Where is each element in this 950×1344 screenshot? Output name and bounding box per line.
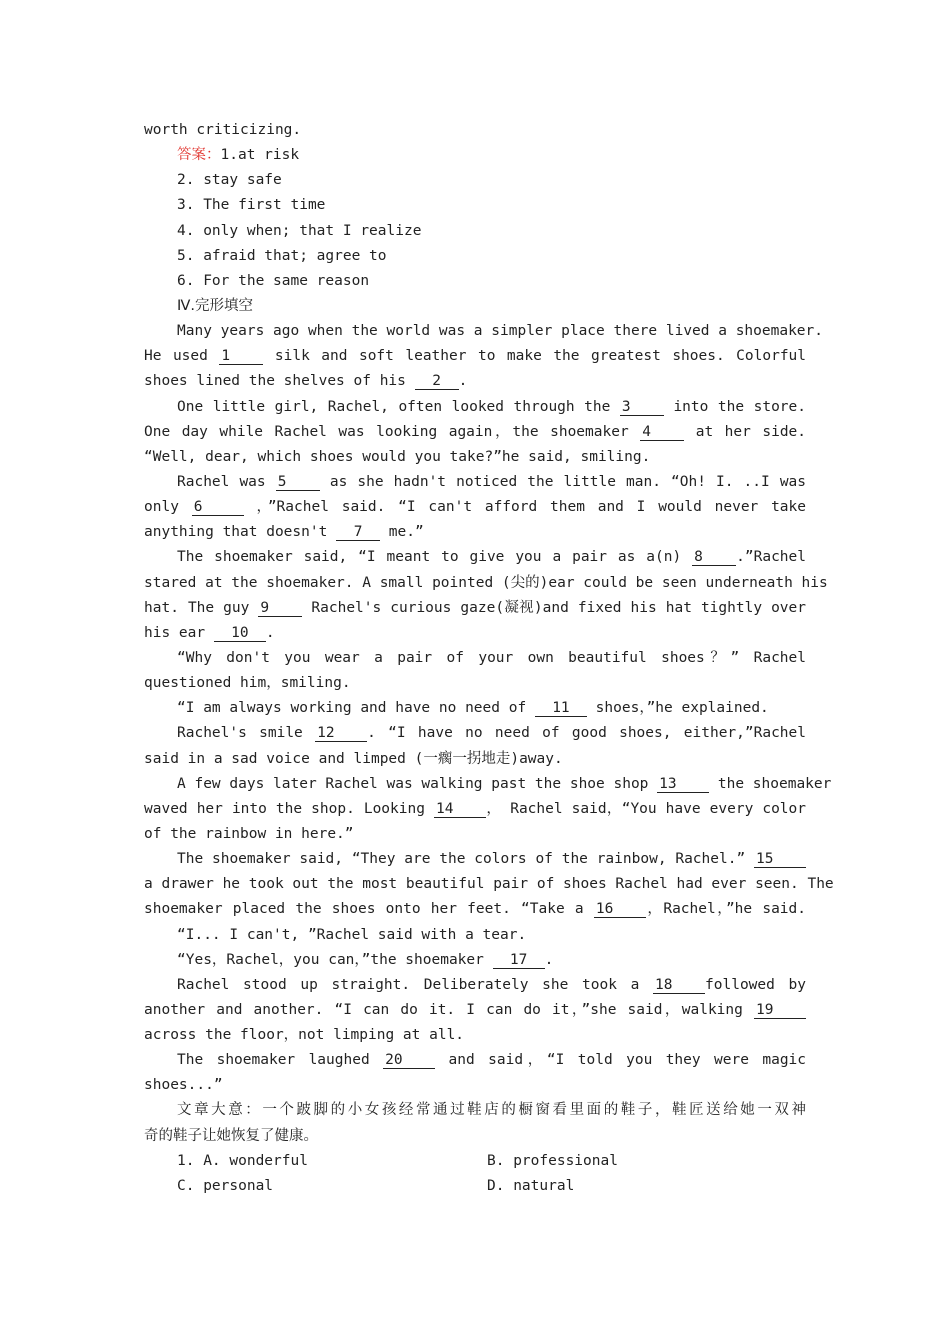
text-line: A few days later Rachel was walking past the shoe shop 13 the shoemaker xyxy=(177,775,832,792)
option-a[interactable]: 1. A. wonderful xyxy=(177,1152,308,1169)
blank-1[interactable]: 1 xyxy=(219,348,263,365)
text-line: “Well, dear, which shoes would you take?”he said, smiling. xyxy=(144,448,651,465)
blank-10[interactable]: 10 xyxy=(214,625,266,642)
blank-3[interactable]: 3 xyxy=(620,399,664,416)
text-line: only 6 ，”Rachel said. “I can't afford them and I would never take xyxy=(144,499,806,516)
text-line: The shoemaker said, “They are the colors of the rainbow, Rachel.” 15 xyxy=(144,847,806,872)
text-line: “Why don't you wear a pair of your own beautiful shoes？” Rachel xyxy=(177,649,806,666)
text-line: across the floor，not limping at all. xyxy=(144,1027,465,1044)
text-line: One day while Rachel was looking again，the shoemaker 4 at her side. xyxy=(144,423,807,440)
text-line: “I am always working and have no need of 11 shoes，”he explained. xyxy=(177,700,769,717)
blank-4[interactable]: 4 xyxy=(640,424,684,441)
blank-14[interactable]: 14 xyxy=(434,801,486,818)
text-line: another and another. “I can do it. I can do it，”she said，walking 19 xyxy=(144,998,806,1023)
text-line: shoes...” xyxy=(144,1077,223,1094)
text-line: questioned him，smiling. xyxy=(144,675,351,692)
answer-item: 5. afraid that; agree to xyxy=(177,247,387,264)
text-line: “Yes，Rachel，you can，”the shoemaker 17 . xyxy=(177,951,554,968)
answer-item: 1.at risk xyxy=(220,147,300,164)
option-c[interactable]: C. personal xyxy=(177,1177,274,1194)
answer-line xyxy=(144,143,806,168)
text-line: One little girl, Rachel, often looked through the 3 into the store. xyxy=(177,398,806,415)
summary-line: 奇的鞋子让她恢复了健康。 xyxy=(144,1127,318,1144)
answer-item: 6. For the same reason xyxy=(177,272,370,289)
text-line: waved her into the shop. Looking 14 ， Rachel said，“You have every color xyxy=(144,800,806,817)
blank-20[interactable]: 20 xyxy=(383,1052,435,1069)
text-line: of the rainbow in here.” xyxy=(144,825,354,842)
answer-item: 2. stay safe xyxy=(177,172,282,189)
option-b[interactable]: B. professional xyxy=(487,1152,618,1169)
answer-item: 4. only when; that I realize xyxy=(177,222,422,239)
text-line: anything that doesn't 7 me.” xyxy=(144,524,424,541)
blank-9[interactable]: 9 xyxy=(258,600,302,617)
text-line: a drawer he took out the most beautiful pair of shoes Rachel had ever seen. The xyxy=(144,876,834,893)
blank-2[interactable]: 2 xyxy=(415,373,459,390)
blank-19[interactable]: 19 xyxy=(754,1002,806,1019)
option-d[interactable]: D. natural xyxy=(487,1177,575,1194)
question-options xyxy=(144,1174,806,1199)
text-line: his ear 10 . xyxy=(144,624,275,641)
blank-18[interactable]: 18 xyxy=(653,977,705,994)
blank-15[interactable]: 15 xyxy=(754,851,806,868)
blank-12[interactable]: 12 xyxy=(315,725,367,742)
text-line: shoemaker placed the shoes onto her feet. “Take a 16 ，Rachel，”he said. xyxy=(144,901,806,918)
blank-11[interactable]: 11 xyxy=(535,700,587,717)
question-options xyxy=(144,1149,806,1174)
text-line: Many years ago when the world was a simpler place there lived a shoemaker. xyxy=(177,323,824,340)
text-line: The shoemaker laughed 20 and said，“I told you they were magic xyxy=(177,1052,807,1069)
text-line: Rachel was 5 as she hadn't noticed the little man. “Oh! I. ..I was xyxy=(177,473,807,490)
answer-item: 3. The first time xyxy=(177,197,326,214)
blank-13[interactable]: 13 xyxy=(657,776,709,793)
summary-line: 文章大意：一个跛脚的小女孩经常通过鞋店的橱窗看里面的鞋子，鞋匠送给她一双神 xyxy=(177,1102,806,1119)
text-line: worth criticizing. xyxy=(144,122,302,138)
document-page xyxy=(144,118,834,1199)
text-line: He used 1 silk and soft leather to make the greatest shoes. Colorful xyxy=(144,348,807,365)
text-line: The shoemaker said, “I meant to give you a pair as a(n) 8 .”Rachel xyxy=(177,549,806,566)
answer-label: 答案： xyxy=(177,147,221,164)
text-line: Rachel stood up straight. Deliberately she took a 18 followed by xyxy=(177,976,806,993)
blank-17[interactable]: 17 xyxy=(493,952,545,969)
text-line: Rachel's smile 12 . “I have no need of good shoes, either,”Rachel xyxy=(177,725,806,742)
blank-7[interactable]: 7 xyxy=(336,524,380,541)
blank-6[interactable]: 6 xyxy=(192,499,244,516)
text-line: stared at the shoemaker. A small pointed (尖的)ear could be seen underneath his xyxy=(144,574,828,591)
blank-8[interactable]: 8 xyxy=(692,549,736,566)
section-heading: Ⅳ.完形填空 xyxy=(177,297,253,314)
text-line: shoes lined the shelves of his 2 . xyxy=(144,373,468,390)
text-line: “I... I can't, ”Rachel said with a tear. xyxy=(177,926,527,943)
blank-5[interactable]: 5 xyxy=(276,474,320,491)
text-line: said in a sad voice and limped (一瘸一拐地走)away. xyxy=(144,750,563,767)
text-line: hat. The guy 9 Rachel's curious gaze(凝视)and fixed his hat tightly over xyxy=(144,599,806,616)
blank-16[interactable]: 16 xyxy=(594,901,646,918)
